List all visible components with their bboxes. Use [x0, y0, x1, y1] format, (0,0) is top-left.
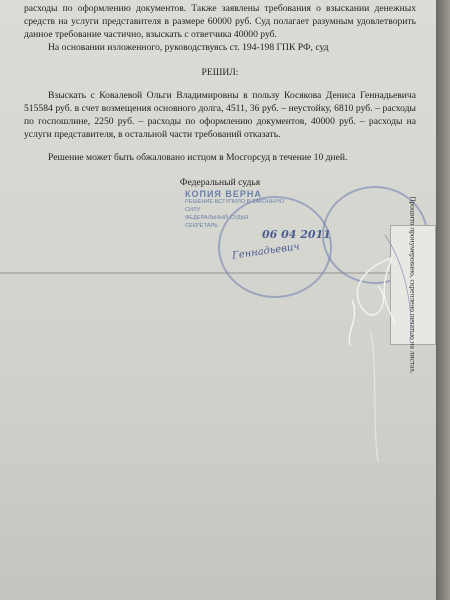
binding-note-text: Прошито пронумеровано, скреплено печатью на листах. [408, 196, 418, 374]
stamp-title: КОПИЯ ВЕРНА [185, 189, 262, 199]
text-paragraph-basis: На основании изложенного, руководствуясь ст. 194-198 ГПК РФ, суд [48, 42, 329, 53]
stamp-line-2: СИЛУ [185, 207, 201, 213]
decision-heading: РЕШИЛ: [201, 67, 239, 78]
stamp-line-1: РЕШЕНИЕ ВСТУПИЛО В ЗАКОННУЮ [185, 199, 284, 205]
stamp-line-3: ФЕДЕРАЛЬНЫЙ СУДЬЯ [185, 215, 249, 221]
judge-title: Федеральный судья [179, 177, 261, 188]
page-edge [436, 0, 450, 600]
stamp-line-4: СЕКРЕТАРЬ [185, 223, 218, 229]
signature: Геннадьевич [231, 241, 301, 262]
stamp-date: 06 04 2011 [262, 228, 331, 241]
appeal-paragraph: Решение может быть обжаловано истцом в Мосгорсуд в течение 10 дней. [48, 152, 348, 163]
text-paragraph-costs: расходы по оформлению документов. Также заявлены требования о взыскании денежных средств на услуги представителя в размере 60000 руб. Суд полагает разумным удовлетворить данное требование частично, взыскать с ответчика 40000 руб. [24, 3, 416, 40]
decision-paragraph: Взыскать с Ковалевой Ольги Владимировны в пользу Косякова Дениса Геннадьевича 515584 руб. в счет возмещения основного долга, 4511, 36 руб. – неустойку, 6810 руб. – расходы по госпошлине, 2250 руб. – расходы по оформлению документов, 40000 руб. – расходы на услуги представителя, в остальной части требований отказать. [24, 90, 416, 140]
